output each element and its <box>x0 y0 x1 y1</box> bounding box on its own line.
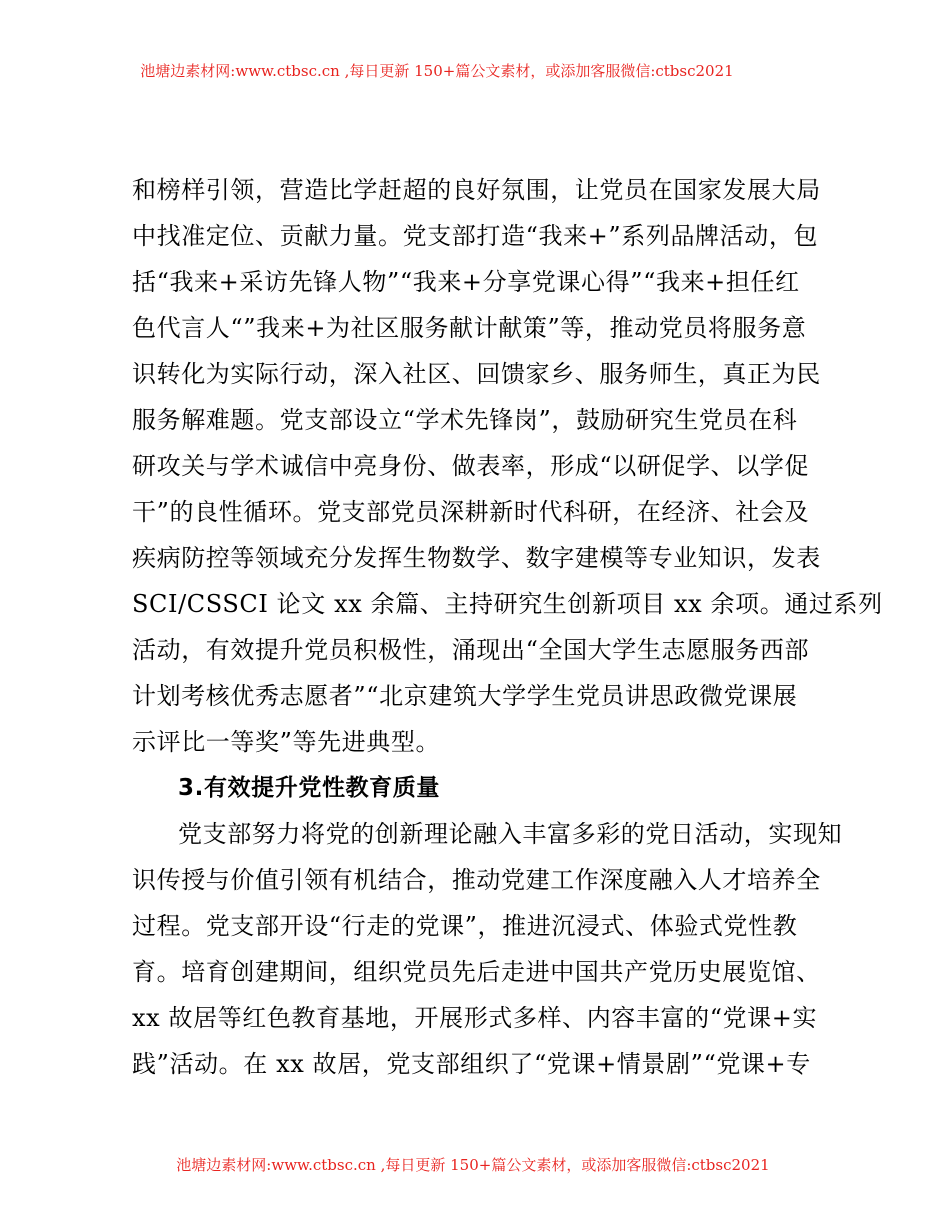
paragraph-line: 识传授与价值引领有机结合，推动党建工作深度融入人才培养全 <box>132 866 821 894</box>
paragraph-line: 中找准定位、贡献力量。党支部打造“我来+”系列品牌活动，包 <box>132 222 819 250</box>
paragraph-line: 育。培育创建期间，组织党员先后走进中国共产党历史展览馆、 <box>132 958 821 986</box>
paragraph-line: 党支部努力将党的创新理论融入丰富多彩的党日活动，实现知 <box>178 820 843 848</box>
paragraph-line: 服务解难题。党支部设立“学术先锋岗”，鼓励研究生党员在科 <box>132 406 798 434</box>
paragraph-line: 计划考核优秀志愿者”“北京建筑大学学生党员讲思政微党课展 <box>132 682 798 710</box>
paragraph-line: xx 故居等红色教育基地，开展形式多样、内容丰富的“党课+实 <box>132 1004 818 1032</box>
paragraph-line: 疾病防控等领域充分发挥生物数学、数字建模等专业知识，发表 <box>132 544 821 572</box>
paragraph-line: 识转化为实际行动，深入社区、回馈家乡、服务师生，真正为民 <box>132 360 821 388</box>
paragraph-line: 研攻关与学术诚信中亮身份、做表率，形成“以研促学、以学促 <box>132 452 810 480</box>
document-body <box>132 167 883 1087</box>
paragraph-line: 干”的良性循环。党支部党员深耕新时代科研，在经济、社会及 <box>132 498 810 526</box>
paragraph-line: 活动，有效提升党员积极性，涌现出“全国大学生志愿服务西部 <box>132 636 810 664</box>
paragraph-line: SCI/CSSCI 论文 xx 余篇、主持研究生创新项目 xx 余项。通过系列 <box>132 590 883 618</box>
header-watermark: 池塘边素材网:www.ctbsc.cn ,每日更新 150+篇公文素材，或添加客服微信:ctbsc2021 <box>140 62 734 80</box>
paragraph-line: 色代言人“”我来+为社区服务献计献策”等，推动党员将服务意 <box>132 314 807 342</box>
paragraph-line: 示评比一等奖”等先进典型。 <box>132 728 441 756</box>
paragraph-line: 括“我来+采访先锋人物”“我来+分享党课心得”“我来+担任红 <box>132 268 800 296</box>
paragraph-line: 过程。党支部开设“行走的党课”，推进沉浸式、体验式党性教 <box>132 912 798 940</box>
paragraph-line: 和榜样引领，营造比学赶超的良好氛围，让党员在国家发展大局 <box>132 176 821 204</box>
paragraph-line: 践”活动。在 xx 故居，党支部组织了“党课+情景剧”“党课+专 <box>132 1050 811 1078</box>
footer-watermark: 池塘边素材网:www.ctbsc.cn ,每日更新 150+篇公文素材，或添加客服微信:ctbsc2021 <box>176 1156 770 1174</box>
section-heading: 3.有效提升党性教育质量 <box>178 775 440 801</box>
